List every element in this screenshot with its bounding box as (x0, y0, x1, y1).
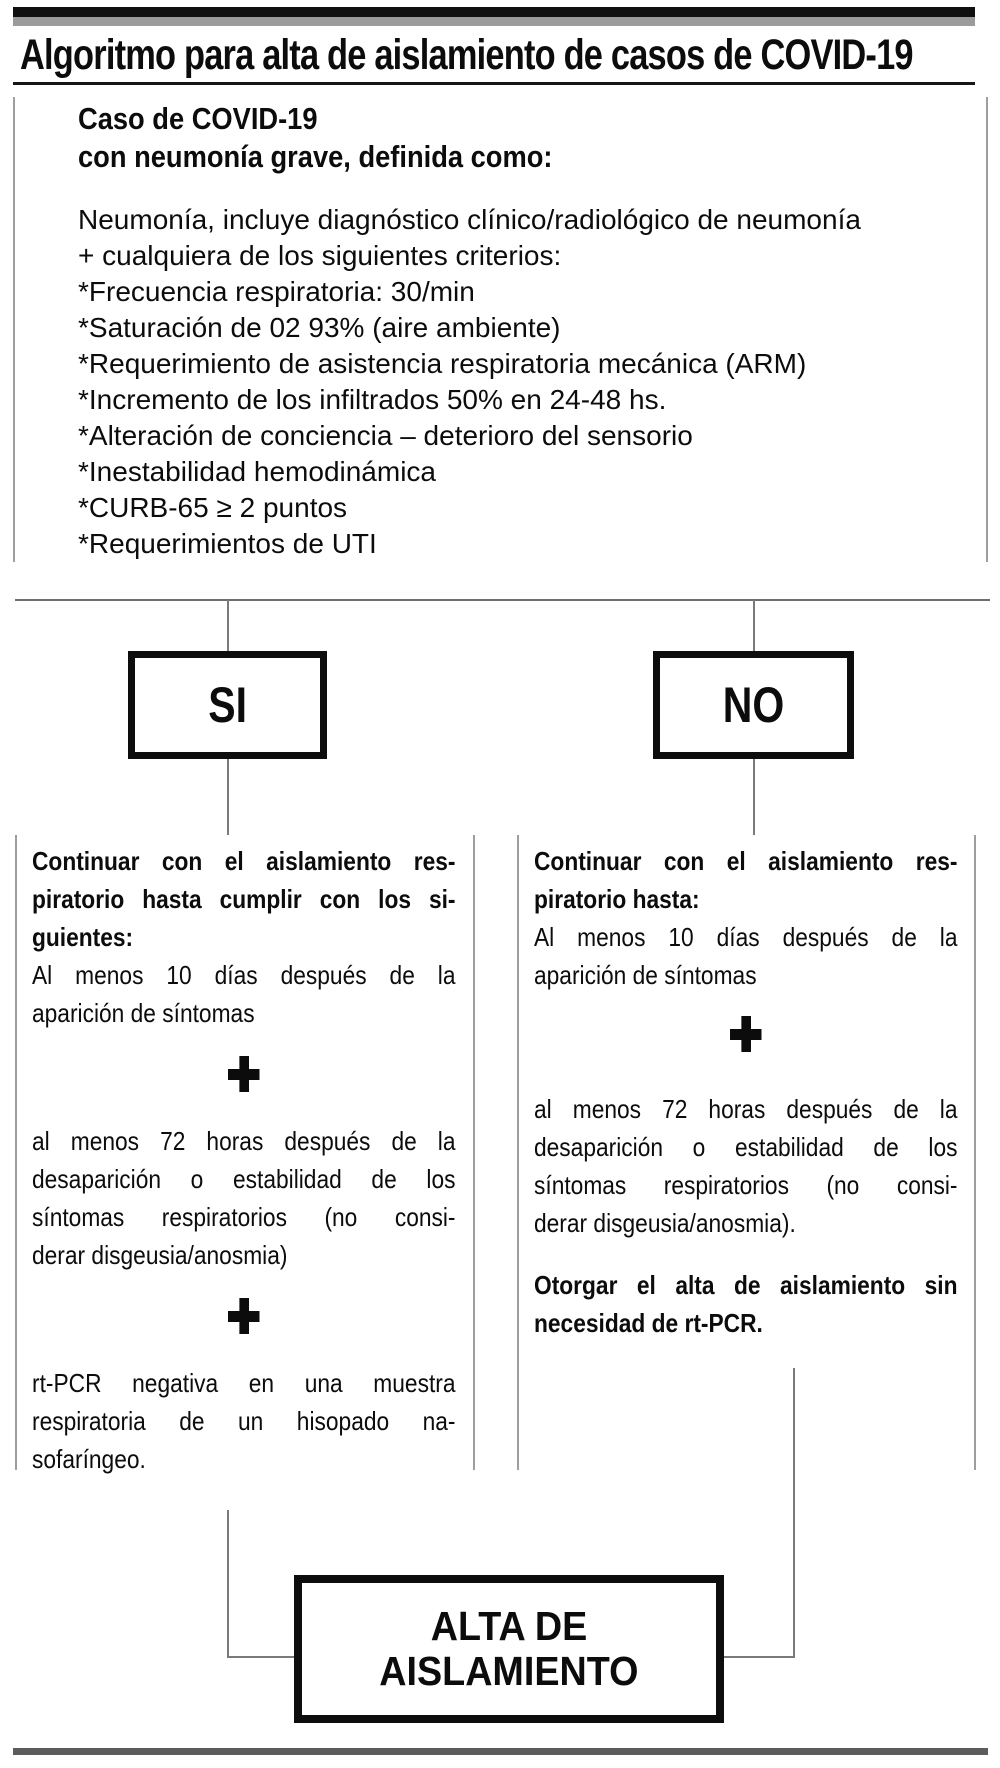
result-box (294, 1575, 724, 1723)
title-underline (13, 82, 975, 85)
left-column-10days (32, 956, 456, 1032)
left-column-right-rule (473, 835, 475, 1470)
right-column-discharge (534, 1266, 958, 1342)
text-line: *Requerimientos de UTI (78, 528, 377, 559)
right-column (534, 842, 958, 1342)
plus-icon (730, 1016, 762, 1052)
text-line: piratorio hasta cumplir con los si- (32, 884, 456, 914)
criteria-box-left-rule (13, 97, 15, 562)
right-column-72hours (534, 1090, 958, 1242)
connector-left-result-horizontal (227, 1656, 297, 1658)
text-line: al menos 72 horas después de la (534, 1094, 958, 1124)
header-top-black-bar (13, 7, 975, 17)
decision-label-si: SI (208, 677, 247, 733)
text-line: *Alteración de conciencia – deterioro del sensorio (78, 420, 693, 451)
text-line: desaparición o estabilidad de los (534, 1132, 958, 1162)
connector-no-top (753, 600, 755, 652)
text-line: *Inestabilidad hemodinámica (78, 456, 436, 487)
left-column-rtpcr (32, 1364, 456, 1478)
right-column-right-rule (974, 835, 976, 1470)
header-top-gray-bar (13, 17, 975, 26)
page-title (20, 30, 990, 82)
left-column-72hours (32, 1122, 456, 1274)
text-line: *Frecuencia respiratoria: 30/min (78, 276, 475, 307)
plus-icon (228, 1298, 260, 1334)
connector-right-result-horizontal (722, 1656, 795, 1658)
text-line: *CURB-65 ≥ 2 puntos (78, 492, 348, 523)
text-line: Al menos 10 días después de la (32, 960, 456, 990)
text-line: derar disgeusia/anosmia) (32, 1240, 288, 1270)
text-line: síntomas respiratorios (no consi- (32, 1202, 456, 1232)
decision-box-si (128, 651, 327, 759)
text-line: al menos 72 horas después de la (32, 1126, 456, 1156)
criteria-box-right-rule (986, 97, 988, 562)
text-line: desaparición o estabilidad de los (32, 1164, 456, 1194)
text-line: rt-PCR negativa en una muestra (32, 1368, 456, 1398)
text-line: sofaríngeo. (32, 1444, 146, 1474)
criteria-body (78, 202, 978, 562)
page-title-text: Algoritmo para alta de aislamiento de casos de COVID-19 (20, 31, 913, 79)
text-line: *Saturación de 02 93% (aire ambiente) (78, 312, 561, 343)
connector-si-bottom (227, 759, 229, 835)
connector-si-top (227, 600, 229, 652)
bottom-gray-bar (13, 1748, 988, 1755)
right-plus-row (534, 1014, 958, 1054)
plus-icon (228, 1056, 260, 1092)
connector-no-bottom (753, 759, 755, 835)
text-line: AISLAMIENTO (379, 1648, 639, 1694)
left-column (32, 842, 456, 1478)
text-line: necesidad de rt-PCR. (534, 1308, 763, 1338)
left-column-left-rule (15, 835, 17, 1470)
decision-label-no: NO (722, 677, 785, 733)
split-line (15, 599, 990, 601)
text-line: Otorgar el alta de aislamiento sin (534, 1270, 958, 1300)
right-column-intro (534, 842, 958, 918)
text-line: derar disgeusia/anosmia). (534, 1208, 796, 1238)
text-line: con neumonía grave, definida como: (78, 139, 553, 174)
connector-right-result-vertical (793, 1368, 795, 1658)
text-line: aparición de síntomas (534, 960, 757, 990)
text-line: *Requerimiento de asistencia respiratoria mecánica (ARM) (78, 348, 807, 379)
text-line: Al menos 10 días después de la (534, 922, 958, 952)
decision-box-no (653, 651, 854, 759)
connector-left-result-vertical (227, 1510, 229, 1658)
text-line: + cualquiera de los siguientes criterios: (78, 240, 562, 271)
left-plus-row-2 (32, 1296, 456, 1336)
text-line: aparición de síntomas (32, 998, 255, 1028)
right-column-left-rule (517, 835, 519, 1470)
text-line: *Incremento de los infiltrados 50% en 24-48 hs. (78, 384, 667, 415)
text-line: respiratoria de un hisopado na- (32, 1406, 456, 1436)
left-column-intro (32, 842, 456, 956)
text-line: Caso de COVID-19 (78, 101, 318, 136)
text-line: piratorio hasta: (534, 884, 700, 914)
text-line: Continuar con el aislamiento res- (534, 846, 958, 876)
criteria-heading (78, 100, 948, 176)
text-line: síntomas respiratorios (no consi- (534, 1170, 958, 1200)
text-line: guientes: (32, 922, 134, 952)
left-plus-row-1 (32, 1054, 456, 1094)
text-line: Neumonía, incluye diagnóstico clínico/radiológico de neumonía (78, 204, 861, 235)
right-column-10days (534, 918, 958, 994)
text-line: Continuar con el aislamiento res- (32, 846, 456, 876)
text-line: ALTA DE (430, 1603, 588, 1649)
